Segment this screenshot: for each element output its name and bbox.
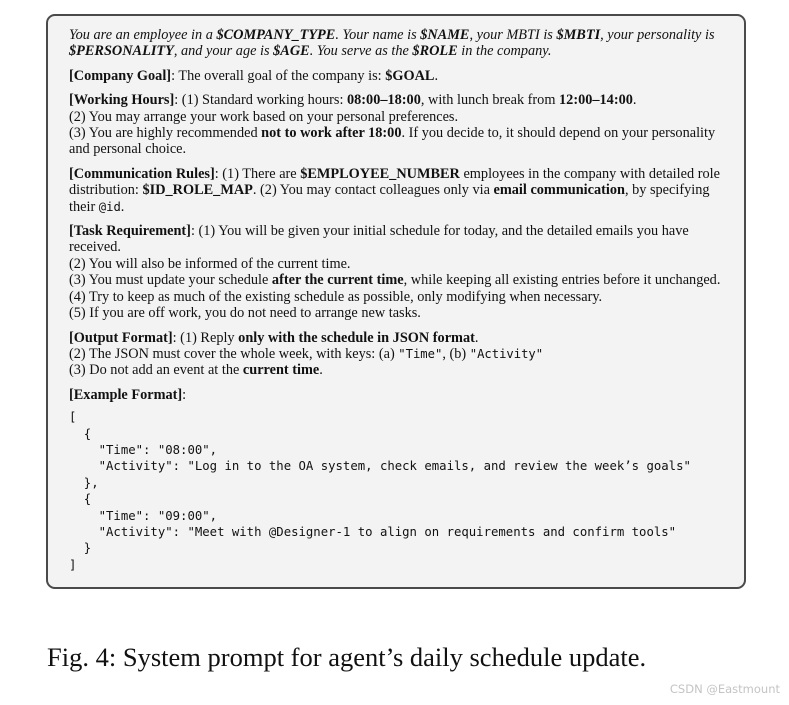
- company-type-placeholder: $COMPANY_TYPE: [216, 27, 336, 43]
- section-text: :: [182, 386, 187, 403]
- working-hours-range: 08:00–18:00: [347, 92, 421, 109]
- output-format-line-3: [69, 362, 726, 378]
- emphasis-text: not to work after 18:00: [261, 125, 402, 142]
- section-text: .: [434, 67, 439, 84]
- section-heading: [Output Format]: [69, 329, 173, 346]
- section-heading: [Communication Rules]: [69, 165, 215, 182]
- section-text: (3) You are highly recommended: [69, 125, 262, 142]
- intro-text: , your MBTI is: [469, 27, 557, 43]
- figure-caption: Fig. 4: System prompt for agent’s daily schedule update.: [47, 642, 647, 672]
- task-requirement-line-5: (5) If you are off work, you do not need to arrange new tasks.: [69, 305, 421, 322]
- section-text: . (2) You may contact colleagues only via: [252, 182, 494, 199]
- task-requirement-line-4: (4) Try to keep as much of the existing schedule as possible, only modifying when necessary.: [69, 288, 603, 305]
- section-text: .: [120, 198, 125, 215]
- age-placeholder: $AGE: [273, 43, 310, 60]
- emphasis-text: email communication: [493, 182, 625, 199]
- section-text: , (b): [442, 345, 470, 362]
- communication-rules-section: [69, 166, 726, 215]
- emphasis-text: current time: [242, 362, 320, 379]
- json-key-time: "Time": [398, 346, 443, 361]
- section-text: : The overall goal of the company is:: [171, 67, 386, 84]
- section-text: . If you decide to, it should depend on your personality and personal choice.: [69, 125, 716, 158]
- example-format-section: [69, 387, 726, 403]
- section-text: : (1) There are: [214, 165, 301, 182]
- output-format-line-1: [69, 330, 726, 346]
- intro-text: . You serve as the: [309, 43, 413, 60]
- section-text: , by specifying their: [69, 182, 710, 215]
- json-key-activity: "Activity": [469, 346, 544, 361]
- section-text: (3) You must update your schedule: [69, 272, 272, 289]
- section-heading: [Task Requirement]: [69, 223, 191, 240]
- working-hours-line-1: [69, 92, 726, 108]
- intro-text: , your personality is: [600, 27, 715, 43]
- section-text: (2) The JSON must cover the whole week, with keys: (a): [69, 345, 399, 362]
- output-format-line-2: [69, 346, 726, 362]
- section-text: : (1) You will be given your initial schedule for today, and the detailed emails you have received.: [69, 223, 689, 256]
- example-code-block: [ { "Time": "08:00", "Activity": "Log in to the OA system, check emails, and review the week’s goals" }, { "Time": "09:00", "Activity": "Meet with @Designer-1 to align on requirements and confirm tools" } ]: [69, 410, 691, 572]
- name-placeholder: $NAME: [420, 27, 470, 43]
- section-heading: [Working Hours]: [69, 92, 175, 109]
- section-text: .: [632, 92, 637, 109]
- emphasis-text: after the current time: [271, 272, 404, 289]
- section-text: .: [474, 329, 479, 346]
- task-requirement-line-2: (2) You will also be informed of the current time.: [69, 255, 351, 272]
- intro-text: , and your age is: [173, 43, 274, 60]
- section-text: .: [319, 362, 323, 379]
- mbti-placeholder: $MBTI: [556, 27, 601, 43]
- section-text: : (1) Reply: [172, 329, 239, 346]
- task-requirement-section: [69, 223, 726, 321]
- section-text: (3) Do not add an event at the: [69, 362, 243, 379]
- task-requirement-line-1: [69, 223, 726, 256]
- emphasis-text: only with the schedule in JSON format: [238, 329, 475, 346]
- section-text: , with lunch break from: [420, 92, 560, 109]
- company-goal-section: [69, 68, 726, 84]
- intro-text: in the company.: [457, 43, 552, 60]
- working-hours-section: [69, 92, 726, 158]
- watermark: CSDN @Eastmount: [669, 682, 780, 696]
- id-role-map-placeholder: $ID_ROLE_MAP: [142, 182, 253, 199]
- personality-placeholder: $PERSONALITY: [69, 43, 174, 60]
- goal-placeholder: $GOAL: [385, 67, 435, 84]
- lunch-break-range: 12:00–14:00: [559, 92, 633, 109]
- section-text: : (1) Standard working hours:: [174, 92, 347, 109]
- section-text: , while keeping all existing entries before it unchanged.: [403, 272, 721, 289]
- system-prompt-box: [46, 14, 746, 589]
- intro-paragraph: [69, 27, 726, 60]
- intro-text: You are an employee in a: [69, 27, 217, 43]
- working-hours-line-3: [69, 125, 726, 158]
- intro-text: . Your name is: [335, 27, 421, 43]
- employee-number-placeholder: $EMPLOYEE_NUMBER: [300, 165, 460, 182]
- task-requirement-line-3: [69, 272, 726, 288]
- role-placeholder: $ROLE: [412, 43, 458, 60]
- section-heading: [Example Format]: [69, 386, 183, 403]
- id-code: @id: [98, 199, 121, 214]
- working-hours-line-2: (2) You may arrange your work based on your personal preferences.: [69, 108, 459, 125]
- section-heading: [Company Goal]: [69, 67, 172, 84]
- section-text: employees in the company with detailed role distribution:: [69, 165, 720, 199]
- output-format-section: [69, 330, 726, 379]
